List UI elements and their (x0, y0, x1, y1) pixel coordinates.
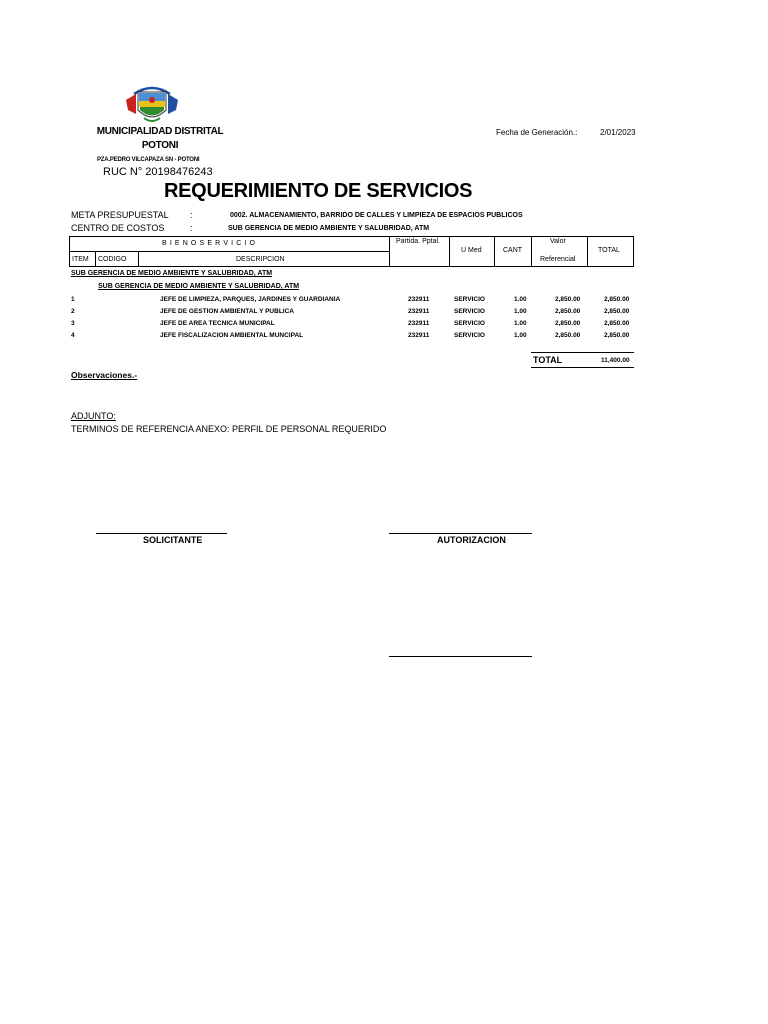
table-border-top (69, 236, 634, 237)
row-umed: SERVICIO (454, 320, 485, 327)
municipality-district: POTONI (141, 140, 179, 151)
row-item: 4 (71, 332, 75, 339)
ruc-number: RUC N° 20198476243 (103, 166, 213, 178)
header-cant: CANT (503, 247, 523, 254)
header-codigo: CODIGO (98, 256, 127, 263)
municipality-address: PZA.PEDRO VILCAPAZA SN - POTONI (97, 157, 200, 163)
row-description: JEFE DE LIMPIEZA, PARQUES, JARDINES Y GUARDIANIA (160, 296, 341, 303)
meta-label: META PRESUPUESTAL (71, 210, 169, 220)
row-item: 1 (71, 296, 75, 303)
meta-colon: : (190, 210, 193, 220)
total-line-top (531, 352, 634, 353)
row-partida: 232911 (408, 320, 430, 327)
table-col-line (587, 236, 588, 267)
fecha-label: Fecha de Generación.: (496, 128, 578, 137)
row-umed: SERVICIO (454, 308, 485, 315)
table-col-line (95, 251, 96, 267)
row-valor: 2,850.00 (555, 308, 581, 315)
header-bien-servicio: B I E N O S E R V I C I O (162, 240, 256, 247)
row-valor: 2,850.00 (555, 332, 581, 339)
municipality-name: MUNICIPALIDAD DISTRITAL (96, 126, 224, 137)
fecha-value: 2/01/2023 (600, 128, 636, 137)
header-referencial: Referencial (540, 256, 576, 263)
row-partida: 232911 (408, 332, 430, 339)
adjunto-label: ADJUNTO: (71, 411, 116, 421)
row-total: 2,850.00 (604, 308, 630, 315)
table-divider (69, 251, 389, 252)
row-item: 2 (71, 308, 75, 315)
meta-value: 0002. ALMACENAMIENTO, BARRIDO DE CALLES Y LIMPIEZA DE ESPACIOS PUBLICOS (230, 212, 523, 219)
header-item: ITEM (72, 256, 89, 263)
subsection-title: SUB GERENCIA DE MEDIO AMBIENTE Y SALUBRIDAD, ATM (98, 283, 300, 290)
terminos-text: TERMINOS DE REFERENCIA ANEXO: PERFIL DE PERSONAL REQUERIDO (71, 424, 387, 434)
table-border-left (69, 236, 70, 267)
document-title: REQUERIMIENTO DE SERVICIOS (164, 180, 473, 202)
total-value: 11,400.00 (601, 357, 630, 364)
row-total: 2,850.00 (604, 296, 630, 303)
total-line-bottom (531, 367, 634, 368)
header-partida: Partida. Pptal. (396, 238, 440, 245)
row-partida: 232911 (408, 308, 430, 315)
centro-value: SUB GERENCIA DE MEDIO AMBIENTE Y SALUBRIDAD, ATM (228, 225, 430, 232)
table-col-line (138, 251, 139, 267)
table-col-line (389, 236, 390, 267)
centro-label: CENTRO DE COSTOS (71, 223, 165, 233)
row-description: JEFE DE AREA TECNICA MUNICIPAL (160, 320, 275, 327)
centro-colon: : (190, 223, 193, 233)
row-item: 3 (71, 320, 75, 327)
table-col-line (531, 236, 532, 267)
row-total: 2,850.00 (604, 332, 630, 339)
section-title: SUB GERENCIA DE MEDIO AMBIENTE Y SALUBRIDAD, ATM (71, 270, 273, 277)
observaciones-label: Observaciones.- (71, 370, 138, 380)
row-description: JEFE FISCALIZACION AMBIENTAL MUNCIPAL (160, 332, 304, 339)
extra-signature-line (389, 656, 532, 657)
header-total: TOTAL (598, 247, 620, 254)
header-valor: Valor (550, 238, 566, 245)
row-cant: 1.00 (514, 308, 527, 315)
total-label: TOTAL (533, 355, 563, 365)
header-descripcion: DESCRIPCION (236, 256, 285, 263)
header-umed: U Med (461, 247, 482, 254)
table-col-line (494, 236, 495, 267)
row-umed: SERVICIO (454, 332, 485, 339)
row-partida: 232911 (408, 296, 430, 303)
row-cant: 1.00 (514, 296, 527, 303)
solicitante-label: SOLICITANTE (143, 535, 203, 545)
row-valor: 2,850.00 (555, 320, 581, 327)
row-total: 2,850.00 (604, 320, 630, 327)
row-description: JEFE DE GESTION AMBIENTAL Y PUBLICA (160, 308, 294, 315)
table-col-line (449, 236, 450, 267)
table-border-bottom (69, 266, 634, 267)
autorizacion-signature-line (389, 533, 532, 534)
row-cant: 1.00 (514, 320, 527, 327)
municipality-logo (124, 80, 180, 126)
row-valor: 2,850.00 (555, 296, 581, 303)
solicitante-signature-line (96, 533, 227, 534)
row-cant: 1.00 (514, 332, 527, 339)
table-border-right (633, 236, 634, 267)
row-umed: SERVICIO (454, 296, 485, 303)
autorizacion-label: AUTORIZACION (437, 535, 506, 545)
